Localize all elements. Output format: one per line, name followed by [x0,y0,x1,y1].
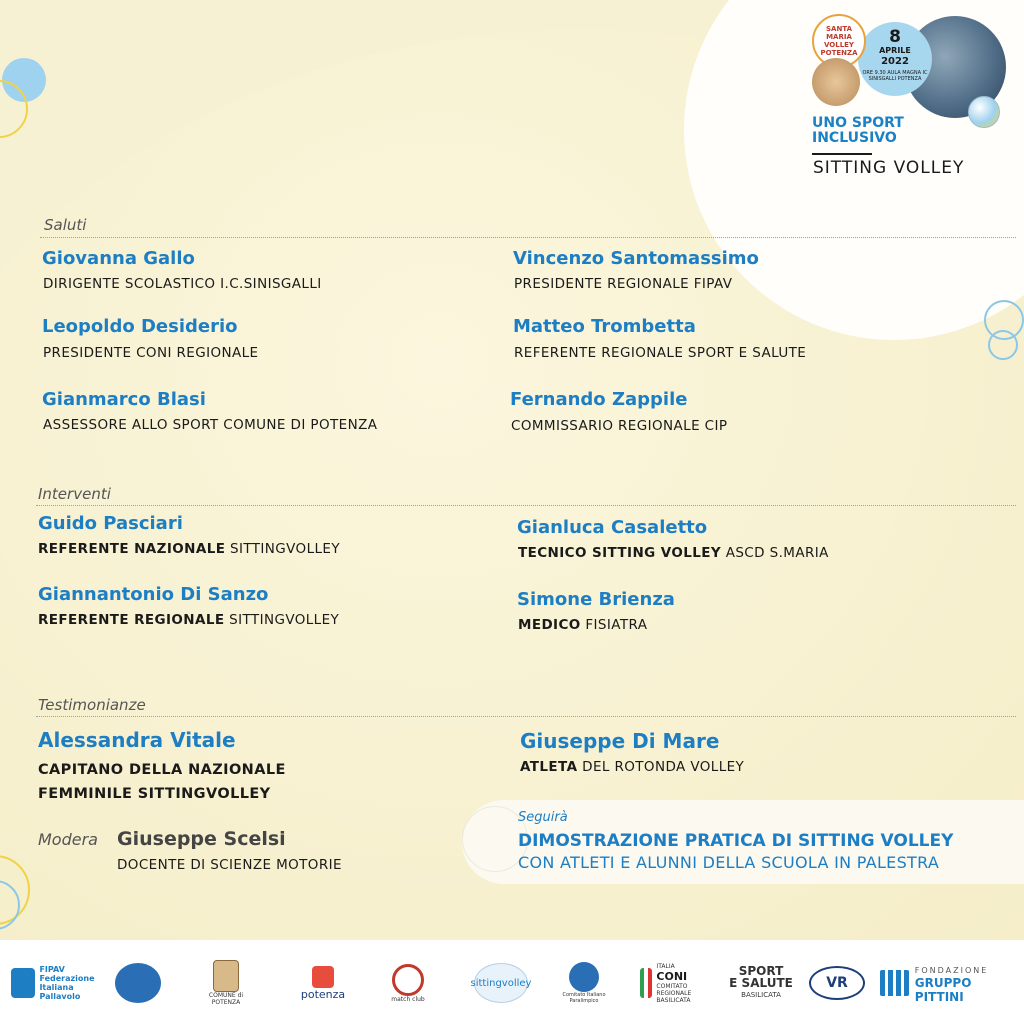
italia-text: ITALIA [656,962,675,970]
pittini-icon [880,970,909,996]
fipav-icon [11,968,35,998]
moderator-label: Modera [38,830,98,849]
speaker-role: REFERENTE REGIONALE SPORT E SALUTE [514,345,807,361]
date-detail: ORE 9.30 AULA MAGNA IC SINISGALLI POTENZA [862,70,928,82]
shield-logo-icon [115,963,161,1003]
fipav-text: Pallavolo [39,992,81,1001]
speaker-role-detail: SITTINGVOLLEY [225,541,340,557]
speaker-role-detail: SITTINGVOLLEY [224,612,340,628]
vr-text: VR [826,975,848,991]
potenza-icon [312,966,334,988]
speaker-role: PRESIDENTE CONI REGIONALE [43,345,259,361]
badge-title [812,116,904,146]
date-year: 2022 [881,56,909,67]
badge-subtitle: SITTING VOLLEY [813,158,965,178]
speaker-role-title: ATLETA [520,759,578,775]
speaker-role-title: REFERENTE NAZIONALE [38,541,226,557]
speaker-role [518,545,829,561]
match-club-text: match club [391,995,425,1003]
pittini-text: GRUPPO PITTINI [914,976,972,1004]
speaker-role [38,758,286,806]
coat-of-arms-icon [213,960,239,992]
speaker-role [518,617,647,633]
speaker-name: Vincenzo Santomassimo [513,248,759,269]
speaker-role: COMMISSARIO REGIONALE CIP [511,418,728,434]
speaker-role-line2: FEMMINILE SITTINGVOLLEY [38,786,271,802]
sittingvolley-text: sittingvolley [470,977,532,989]
cip-text: Comitato Italiano Paralimpico [562,992,606,1004]
demo-title: DIMOSTRAZIONE PRATICA DI SITTING VOLLEY [518,831,954,851]
match-club-icon [392,964,424,996]
section-divider [40,237,1016,238]
coni-subtitle: COMITATO REGIONALE BASILICATA [656,982,692,1004]
sport-text: SPORT [738,964,784,978]
speaker-name: Gianmarco Blasi [42,389,206,410]
speaker-role [38,612,339,628]
comune-potenza-logo [202,958,250,1008]
vr-logo [808,958,866,1008]
moderator-role: DOCENTE DI SCIENZE MOTORIE [117,857,342,873]
speaker-role-line1: CAPITANO DELLA NAZIONALE [38,762,286,778]
speaker-role [38,541,340,557]
potenza-logo [292,958,354,1008]
seal-text: SANTA MARIA VOLLEY POTENZA [820,25,858,57]
fondazione-pittini-logo [880,958,1020,1008]
comune-text: COMUNE di POTENZA [208,992,244,1006]
date-circle [858,22,932,96]
badge-divider [812,153,872,155]
sponsor-footer [0,940,1024,1024]
section-divider [36,505,1016,506]
handshake-photo [812,58,860,106]
speaker-name: Alessandra Vitale [38,728,236,752]
speaker-role: ASSESSORE ALLO SPORT COMUNE DI POTENZA [43,417,378,433]
fipav-text: Federazione [39,974,95,983]
speaker-name: Guido Pasciari [38,513,183,534]
salute-text: E SALUTE [729,976,793,990]
demo-follow-label: Seguirà [518,810,568,825]
speaker-role: PRESIDENTE REGIONALE FIPAV [514,276,733,292]
event-badge [808,8,1018,178]
section-divider [36,716,1016,717]
sittingvolley-logo [470,958,532,1008]
moderator-name: Giuseppe Scelsi [117,828,286,850]
basilicata-volley-logo [110,958,165,1008]
speaker-name: Giovanna Gallo [42,248,195,269]
speaker-role-title: REFERENTE REGIONALE [38,612,225,628]
coni-title: CONI [656,969,688,983]
italia-flag-icon [640,968,652,998]
speaker-name: Fernando Zappile [510,389,688,410]
speaker-name: Gianluca Casaletto [517,517,708,538]
speaker-name: Giannantonio Di Sanzo [38,584,269,605]
speaker-role-detail: DEL ROTONDA VOLLEY [577,759,745,775]
fondazione-text: FONDAZIONE [914,966,989,975]
cip-logo [556,958,612,1008]
fipav-text: Italiana [39,983,74,992]
basilicata-text: BASILICATA [741,991,781,999]
badge-title-line1: UNO SPORT [812,115,904,131]
speaker-role-title: MEDICO [518,617,581,633]
date-day: 8 [889,27,901,47]
cip-icon [569,962,599,992]
coni-logo [640,958,706,1008]
badge-title-line2: INCLUSIVO [812,130,897,146]
section-label-testimonianze: Testimonianze [38,696,146,714]
speaker-role-detail: ASCD S.MARIA [721,545,829,561]
speaker-role-title: TECNICO SITTING VOLLEY [518,545,722,561]
speaker-role: DIRIGENTE SCOLASTICO I.C.SINISGALLI [43,276,322,292]
match-club-logo [386,958,430,1008]
sport-e-salute-logo [728,958,794,1008]
fipav-text: FIPAV [39,965,65,974]
speaker-name: Leopoldo Desiderio [42,316,238,337]
potenza-text: potenza [300,987,346,1001]
fipav-logo [8,958,98,1008]
speaker-name: Matteo Trombetta [513,316,696,337]
demo-subtitle: CON ATLETI E ALUNNI DELLA SCUOLA IN PALESTRA [518,853,940,872]
speaker-name: Giuseppe Di Mare [520,729,720,753]
speaker-role-detail: FISIATRA [580,617,648,633]
volleyball-icon [968,96,1000,128]
speaker-name: Simone Brienza [517,589,675,610]
date-month: APRILE [879,46,911,55]
vr-icon [809,966,865,1000]
section-label-interventi: Interventi [38,485,111,503]
speaker-role [520,759,744,775]
decorative-ring [988,330,1018,360]
section-label-saluti: Saluti [44,216,87,234]
sittingvolley-icon [470,963,532,1003]
